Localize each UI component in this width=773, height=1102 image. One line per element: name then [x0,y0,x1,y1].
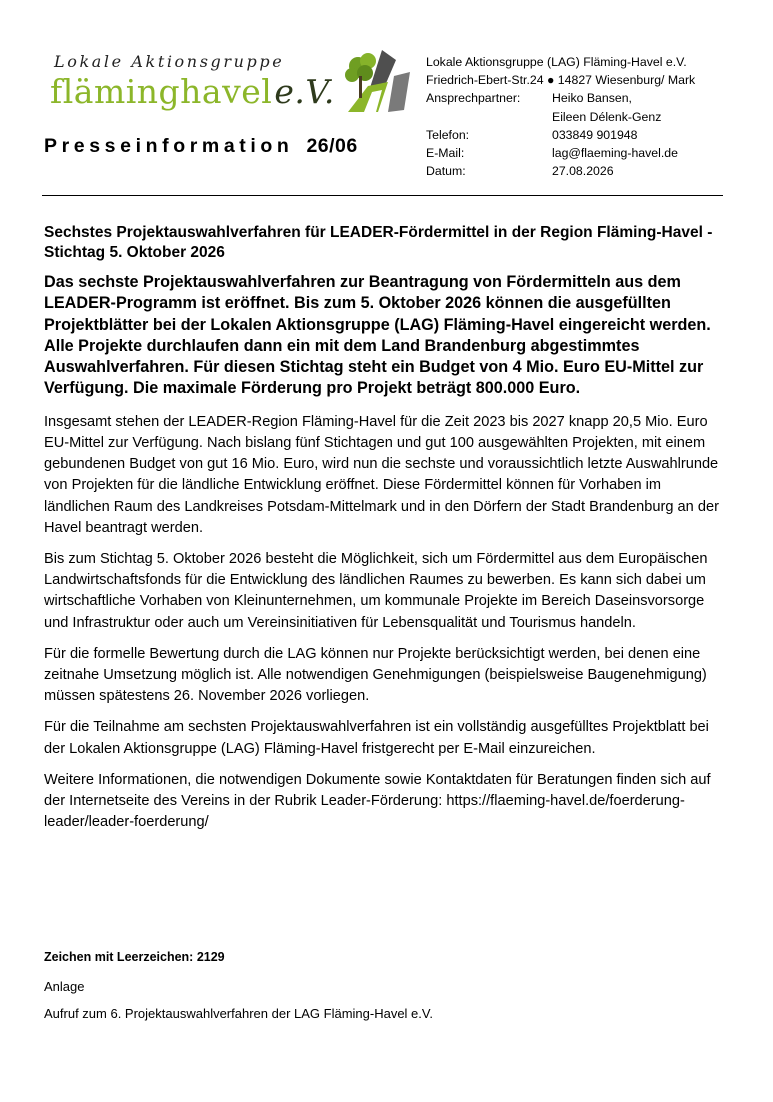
email-row [426,144,695,162]
attachment-item: Aufruf zum 6. Projektauswahlverfahren der LAG Fläming-Havel e.V. [44,1006,433,1021]
contact-person-row-2 [426,108,695,126]
date-value: 27.08.2026 [552,164,614,179]
logo [50,48,415,118]
phone-label: Telefon: [426,127,470,142]
press-title-label: Presseinformation [44,135,294,157]
org-name: Lokale Aktionsgruppe (LAG) Fläming-Havel e.V. [426,55,687,69]
org-address: Friedrich-Ebert-Str.24 ● 14827 Wiesenburg/ Mark [426,73,696,88]
contact-person-label: Ansprechpartner: [426,91,521,106]
contact-person-name-1: Heiko Bansen, [552,91,632,106]
press-number: 26/06 [306,135,358,157]
article-paragraph: Bis zum Stichtag 5. Oktober 2026 besteht die Möglichkeit, sich um Fördermittel aus dem Europäischen Landwirtschaftsfonds für die Entwicklung des ländlichen Raumes zu bewerben. Es kann sich dabei um wirtschaftliche Vorhaben von Kleinunternehmen, um kommunale Projekte im Bereich Daseinsvorsorge und Infrastruktur oder auch um Vereinsinitiativen für Lebensqualität und Tourismus handeln. [44,551,708,631]
article-headline: Sechstes Projektauswahlverfahren für LEADER-Fördermittel in der Region Fläming-Havel - Stichtag 5. Oktober 2026 [44,224,713,261]
press-title [44,135,358,158]
article [44,223,728,843]
header-divider [42,195,723,196]
logo-wordmark-ev: e.V. [274,72,335,111]
email-label: E-Mail: [426,146,465,161]
phone-row [426,126,695,144]
contact-person-name-2: Eileen Délenk-Genz [552,109,662,124]
article-paragraph: Weitere Informationen, die notwendigen Dokumente sowie Kontaktdaten für Beratungen finden sich auf der Internetseite des Vereins in der Rubrik Leader-Förderung: https://flaeming-havel.de/foerderung-leader/leader-foerderung/ [44,771,711,831]
logo-tagline: Lokale Aktionsgruppe [54,52,285,71]
phone-value: 033849 901948 [552,127,638,142]
logo-wordmark-main: fläminghavel [50,72,273,111]
article-paragraph: Für die formelle Bewertung durch die LAG können nur Projekte berücksichtigt werden, bei denen eine zeitnahe Umsetzung möglich ist. Alle notwendigen Genehmigungen (beispielsweise Baugenehmigung) müssen spätestens 26. November 2026 vorliegen. [44,645,707,705]
logo-wordmark [50,72,335,111]
date-row [426,162,695,180]
email-value[interactable]: lag@flaeming-havel.de [552,146,678,161]
logo-tree-icon [338,48,412,114]
contact-person-row [426,89,695,107]
article-paragraph: Für die Teilnahme am sechsten Projektauswahlverfahren ist ein vollständig ausgefülltes Projektblatt bei der Lokalen Aktionsgruppe (LAG) Fläming-Havel fristgerecht per E-Mail einzureichen. [44,719,709,757]
article-lead: Das sechste Projektauswahlverfahren zur Beantragung von Fördermitteln aus dem LEADER-Programm ist eröffnet. Bis zum 5. Oktober 2026 können die ausgefüllten Projektblätter bei der Lokalen Aktionsgruppe (LAG) Fläming-Havel eingereicht werden. Alle Projekte durchlaufen dann ein mit dem Land Brandenburg abgestimmtes Auswahlverfahren. Für diesen Stichtag steht ein Budget von 4 Mio. Euro EU-Mittel zur Verfügung. Die maximale Förderung pro Projekt beträgt 800.000 Euro. [44,273,711,398]
article-paragraph: Insgesamt stehen der LEADER-Region Fläming-Havel für die Zeit 2023 bis 2027 knapp 20,5 Mio. Euro EU-Mittel zur Verfügung. Nach bislang fünf Stichtagen und gut 100 ausgewählten Projekten, mit einem gebundenen Budget von gut 16 Mio. Euro, wird nun die sechste und voraussichtlich letzte Auswahlrunde von Projekten für die ländliche Entwicklung eröffnet. Diese Fördermittel können für Vorhaben im ländlichen Raum des Landkreises Potsdam-Mittelmark und in den Dörfern der Stadt Brandenburg an der Havel beantragt werden. [44,413,719,536]
date-label: Datum: [426,164,466,179]
contact-block [426,53,695,180]
character-count: Zeichen mit Leerzeichen: 2129 [44,950,225,964]
attachment-label: Anlage [44,979,85,994]
